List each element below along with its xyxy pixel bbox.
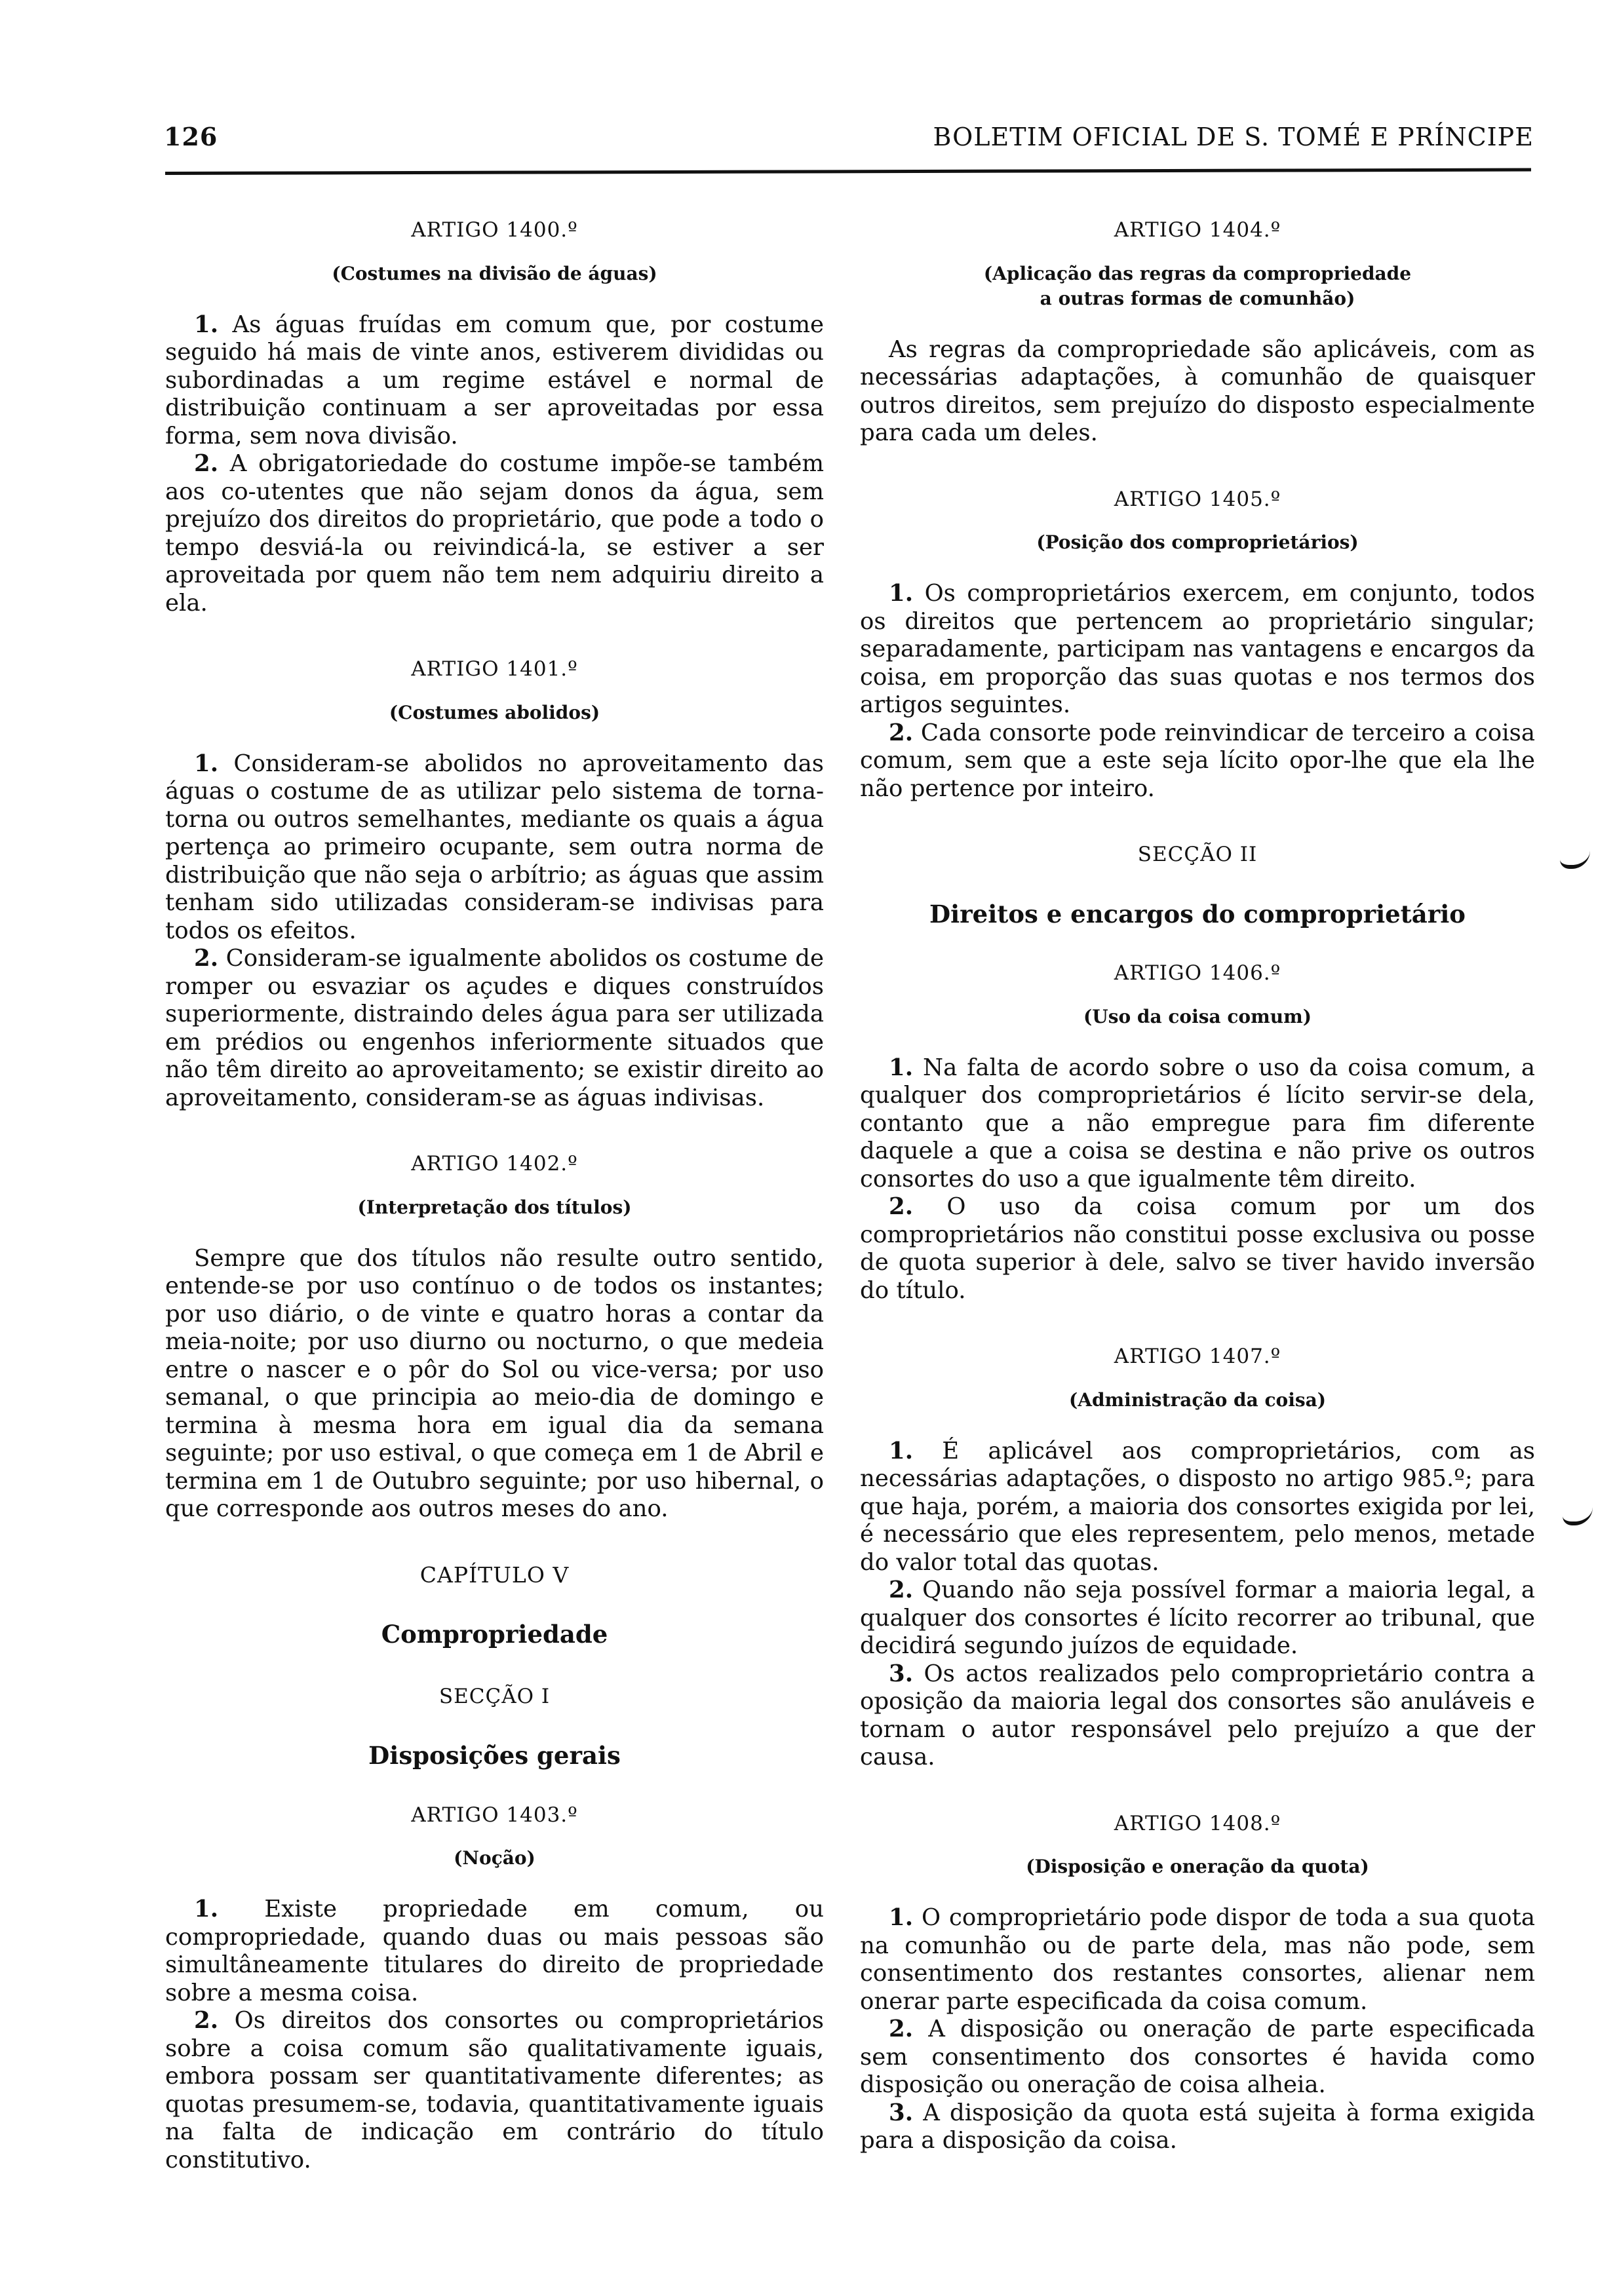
article-heading: (Posição dos comproprietários) bbox=[1036, 531, 1359, 553]
heading-line: a outras formas de comunhão) bbox=[1040, 287, 1355, 309]
left-column bbox=[165, 208, 824, 2212]
article-title: ARTIGO 1402.º bbox=[411, 1152, 578, 1176]
paragraph: 2. O uso da coisa comum por um dos comproprietários não constitui posse exclusiva ou posse de quota superior à dele, salvo se tiver havido inversão do título. bbox=[860, 1193, 1535, 1304]
article-title: ARTIGO 1406.º bbox=[1114, 961, 1281, 985]
paragraph: 1. Existe propriedade em comum, ou compropriedade, quando duas ou mais pessoas são simultâneamente titulares do direito de propriedade sobre a mesma coisa. bbox=[165, 1896, 824, 2006]
paragraph: 2. Cada consorte pode reinvindicar de terceiro a coisa comum, sem que a este seja lícito opor-lhe que ela lhe não pertence por inteiro. bbox=[860, 719, 1535, 802]
section-title: Direitos e encargos do comproprietário bbox=[929, 899, 1466, 928]
publication-title: BOLETIM OFICIAL DE S. TOMÉ E PRÍNCIPE bbox=[933, 123, 1534, 151]
article-1405 bbox=[860, 486, 1535, 803]
paragraph: 2. A disposição ou oneração de parte especificada sem consentimento dos consortes é havida como disposição ou oneração de coisa alheia. bbox=[860, 2016, 1535, 2098]
article-1403 bbox=[165, 1801, 824, 2175]
paragraph: 3. Os actos realizados pelo comproprietário contra a oposição da maioria legal dos consortes são anuláveis e tornam o autor responsável pelo prejuízo a que der causa. bbox=[860, 1660, 1535, 1770]
article-title: ARTIGO 1403.º bbox=[411, 1803, 578, 1827]
paragraph: 2. Quando não seja possível formar a maioria legal, a qualquer dos consortes é lícito recorrer ao tribunal, que decidirá segundo juízos de equidade. bbox=[860, 1577, 1535, 1659]
article-heading: (Uso da coisa comum) bbox=[1083, 1005, 1312, 1027]
margin-check-mark-icon bbox=[1560, 851, 1590, 869]
section-label: SECÇÃO I bbox=[438, 1684, 551, 1708]
heading-line: (Aplicação das regras da compropriedade bbox=[983, 262, 1412, 284]
article-title: ARTIGO 1405.º bbox=[1114, 487, 1281, 511]
article-heading bbox=[860, 261, 1535, 311]
paragraph: 1. Os comproprietários exercem, em conjunto, todos os direitos que pertencem ao proprietário singular; separadamente, participam nas vantagens e encargos da coisa, em proporção das suas quotas e nos termos dos artigos seguintes. bbox=[860, 580, 1535, 718]
article-1408 bbox=[860, 1810, 1535, 2155]
page-header bbox=[164, 122, 1534, 161]
article-heading: (Costumes abolidos) bbox=[389, 701, 600, 723]
paragraph: 3. A disposição da quota está sujeita à forma exigida para a disposição da coisa. bbox=[860, 2099, 1535, 2154]
article-heading: (Costumes na divisão de águas) bbox=[332, 262, 657, 284]
paragraph: 2. Consideram-se igualmente abolidos os costume de romper ou esvaziar os açudes e diques construídos superiormente, distraindo deles água para ser utilizada em prédios ou engenhos inferiormente situados que não têm direito ao aproveitamento; se existir direito ao aproveitamento, consideram-se as águas indivisas. bbox=[165, 945, 824, 1111]
article-heading: (Noção) bbox=[454, 1847, 535, 1869]
article-heading: (Interpretação dos títulos) bbox=[357, 1196, 632, 1218]
chapter-title: Compropriedade bbox=[381, 1620, 608, 1649]
article-1406 bbox=[860, 959, 1535, 1305]
article-title: ARTIGO 1408.º bbox=[1114, 1811, 1281, 1835]
article-1400 bbox=[165, 216, 824, 617]
article-1404 bbox=[860, 216, 1535, 448]
article-title: ARTIGO 1407.º bbox=[1114, 1345, 1281, 1368]
paragraph: 1. O comproprietário pode dispor de toda a sua quota na comunhão ou de parte dela, mas não pode, sem consentimento dos restantes consortes, alienar nem onerar parte especificada da coisa comum. bbox=[860, 1904, 1535, 2015]
article-title: ARTIGO 1404.º bbox=[1114, 218, 1281, 242]
paragraph: 2. A obrigatoriedade do costume impõe-se também aos co-utentes que não sejam donos da água, sem prejuízo dos direitos do proprietário, que pode a todo o tempo desviá-la ou reivindicá-la, se estiver a ser aproveitada por quem não tem nem adquiriu direito a ela. bbox=[165, 450, 824, 617]
article-heading: (Administração da coisa) bbox=[1069, 1388, 1326, 1411]
article-1407 bbox=[860, 1343, 1535, 1772]
article-1402 bbox=[165, 1150, 824, 1523]
page-number: 126 bbox=[164, 122, 218, 151]
article-1401 bbox=[165, 655, 824, 1112]
paragraph: Sempre que dos títulos não resulte outro sentido, entende-se por uso contínuo o de todos os instantes; por uso diário, o de vinte e quatro horas a contar da meia-noite; por uso diurno ou nocturno, o que medeia entre o nascer e o pôr do Sol ou vice-versa; por uso semanal, o que principia ao meio-dia de domingo e termina à mesma hora em igual dia da semana seguinte; por uso estival, o que começa em 1 de Abril e termina em 1 de Outubro seguinte; por uso hibernal, o que corresponde aos outros meses do ano. bbox=[165, 1244, 824, 1522]
right-column bbox=[860, 208, 1535, 2193]
header-rule bbox=[165, 168, 1531, 175]
section-title: Disposições gerais bbox=[368, 1741, 621, 1770]
paragraph: 1. Consideram-se abolidos no aproveitamento das águas o costume de as utilizar pelo sistema de torna-torna ou outros semelhantes, mediante os quais a água pertença ao primeiro ocupante, sem outra norma de distribuição que não seja o arbítrio; as águas que assim tenham sido utilizadas consideram-se indivisas para todos os efeitos. bbox=[165, 750, 824, 944]
paragraph: As regras da compropriedade são aplicáveis, com as necessárias adaptações, à comunhão de quaisquer outros direitos, sem prejuízo do disposto especialmente para cada um deles. bbox=[860, 335, 1535, 446]
section-label: SECÇÃO II bbox=[1137, 843, 1258, 866]
paragraph: 1. Na falta de acordo sobre o uso da coisa comum, a qualquer dos comproprietários é lícito servir-se dela, contanto que a não empregue para fim diferente daquele a que a coisa se destina e não prive os outros consortes do uso a que igualmente têm direito. bbox=[860, 1054, 1535, 1193]
paragraph: 1. É aplicável aos comproprietários, com as necessárias adaptações, o disposto no artigo 985.º; para que haja, porém, a maioria dos consortes exigida por lei, é necessário que eles representem, pelo menos, metade do valor total das quotas. bbox=[860, 1437, 1535, 1576]
chapter-label: CAPÍTULO V bbox=[419, 1561, 570, 1588]
article-title: ARTIGO 1400.º bbox=[411, 218, 578, 242]
article-heading: (Disposição e oneração da quota) bbox=[1026, 1856, 1369, 1877]
paragraph: 2. Os direitos dos consortes ou comproprietários sobre a coisa comum são qualitativamente iguais, embora possam ser quantitativamente diferentes; as quotas presumem-se, todavia, quantitativamente iguais na falta de indicação em contrário do título constitutivo. bbox=[165, 2007, 824, 2173]
paragraph: 1. As águas fruídas em comum que, por costume seguido há mais de vinte anos, estiverem divididas ou subordinadas a um regime estável e normal de distribuição continuam a ser aproveitadas por essa forma, sem nova divisão. bbox=[165, 311, 824, 450]
margin-check-mark-icon bbox=[1563, 1507, 1593, 1525]
article-title: ARTIGO 1401.º bbox=[411, 657, 578, 681]
